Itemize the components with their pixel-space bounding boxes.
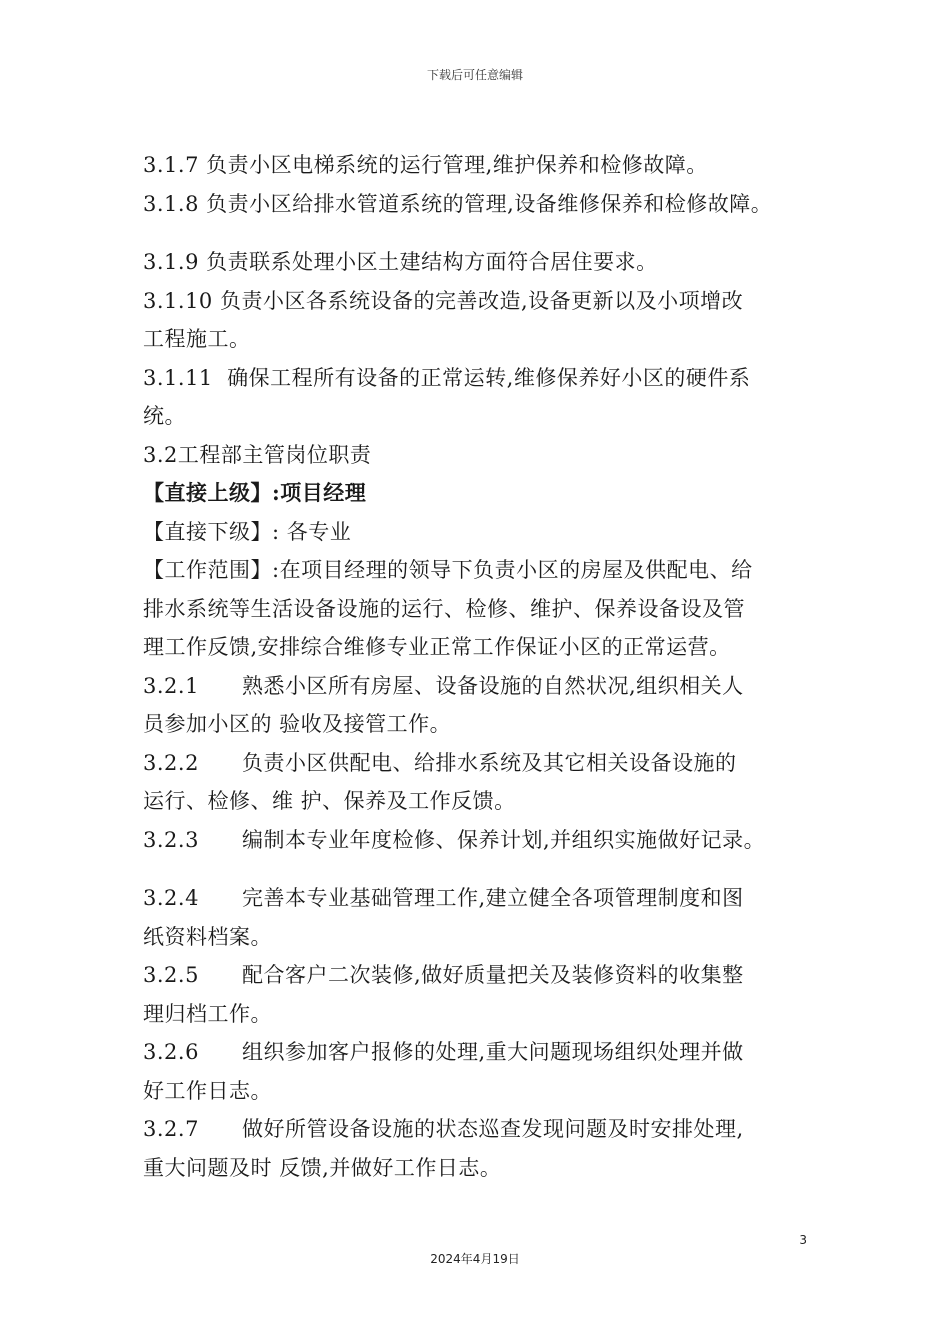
page-number: 3: [799, 1233, 807, 1247]
clause-3-2-1-cont: 员参加小区的 验收及接管工作。: [143, 712, 452, 736]
document-body: [143, 146, 823, 1187]
clause-3-2-2-cont: 运行、检修、维 护、保养及工作反馈。: [143, 789, 516, 813]
clause-3-2-3: 3.2.3 编制本专业年度检修、保养计划,并组织实施做好记录。: [143, 827, 766, 852]
clause-3-2-1: 3.2.1 熟悉小区所有房屋、设备设施的自然状况,组织相关人: [143, 673, 744, 698]
page-footer-date: 2024年4月19日: [430, 1252, 520, 1266]
page-header: 下载后可任意编辑: [426, 68, 523, 82]
clause-3-2-7: 3.2.7 做好所管设备设施的状态巡查发现问题及时安排处理,: [143, 1117, 744, 1141]
clause-3-1-9: 3.1.9 负责联系处理小区土建结构方面符合居住要求。: [143, 250, 658, 274]
clause-3-2-4: 3.2.4 完善本专业基础管理工作,建立健全各项管理制度和图: [143, 886, 744, 910]
clause-3-2-6: 3.2.6 组织参加客户报修的处理,重大问题现场组织处理并做: [143, 1040, 744, 1064]
direct-superior: 【直接上级】:项目经理: [143, 480, 367, 505]
clause-3-1-11: 3.1.11 确保工程所有设备的正常运转,维修保养好小区的硬件系: [143, 365, 751, 390]
clause-3-1-10-cont: 工程施工。: [143, 327, 251, 351]
clause-3-2-5-cont: 理归档工作。: [143, 1001, 272, 1026]
clause-3-1-7: 3.1.7 负责小区电梯系统的运行管理,维护保养和检修故障。: [143, 153, 708, 177]
clause-3-1-8: 3.1.8 负责小区给排水管道系统的管理,设备维修保养和检修故障。: [143, 191, 773, 216]
section-heading-3-2: 3.2工程部主管岗位职责: [143, 442, 372, 467]
clause-3-2-2: 3.2.2 负责小区供配电、给排水系统及其它相关设备设施的: [143, 750, 737, 775]
clause-3-1-11-cont: 统。: [143, 404, 186, 428]
work-scope: 【工作范围】:在项目经理的领导下负责小区的房屋及供配电、给: [143, 558, 753, 582]
clause-3-2-7-cont: 重大问题及时 反馈,并做好工作日志。: [143, 1155, 502, 1180]
paragraph-gap: [143, 223, 823, 243]
clause-3-1-10: 3.1.10 负责小区各系统设备的完善改造,设备更新以及小项增改: [143, 288, 744, 313]
paragraph-gap: [143, 859, 823, 879]
clause-3-2-6-cont: 好工作日志。: [143, 1078, 272, 1103]
work-scope-cont-1: 排水系统等生活设备设施的运行、检修、维护、保养设备设及管: [143, 596, 745, 621]
clause-3-2-4-cont: 纸资料档案。: [143, 924, 272, 949]
work-scope-cont-2: 理工作反馈,安排综合维修专业正常工作保证小区的正常运营。: [143, 635, 731, 659]
direct-subordinate: 【直接下级】: 各专业: [143, 519, 352, 544]
clause-3-2-5: 3.2.5 配合客户二次装修,做好质量把关及装修资料的收集整: [143, 963, 744, 987]
